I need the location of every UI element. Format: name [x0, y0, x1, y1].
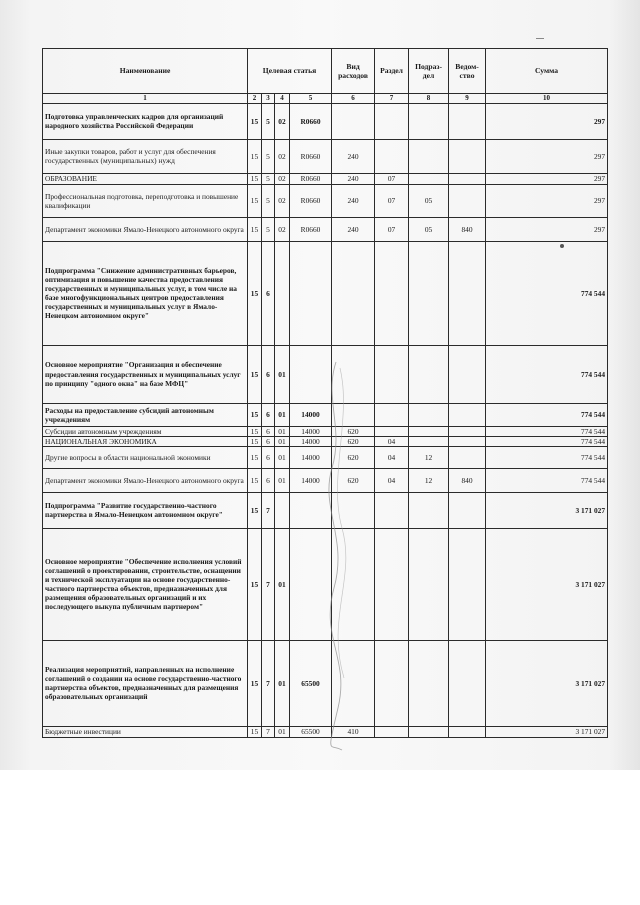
- row-department: [449, 103, 486, 139]
- row-code-4: 02: [275, 139, 290, 173]
- row-section: [375, 139, 409, 173]
- row-code-5: R0660: [290, 217, 332, 241]
- row-code-4: [275, 241, 290, 345]
- row-name: Департамент экономики Ямало-Ненецкого автономного округа: [43, 217, 248, 241]
- row-code-5: 65500: [290, 726, 332, 737]
- header-sum: Сумма: [486, 49, 608, 94]
- row-code-2: 15: [248, 528, 262, 640]
- row-code-5: R0660: [290, 173, 332, 184]
- table-row: [43, 241, 608, 345]
- row-section: 07: [375, 217, 409, 241]
- row-subsection: [409, 103, 449, 139]
- row-expense-type: [332, 241, 375, 345]
- row-section: [375, 345, 409, 403]
- row-code-3: 7: [262, 640, 275, 726]
- row-department: [449, 726, 486, 737]
- pen-scribble-mark: [322, 358, 362, 753]
- row-subsection: [409, 139, 449, 173]
- row-expense-type: 620: [332, 436, 375, 446]
- row-sum: 774 544: [486, 426, 608, 436]
- row-sum: 774 544: [486, 436, 608, 446]
- column-number-row: [43, 94, 608, 104]
- row-sum: 3 171 027: [486, 528, 608, 640]
- row-code-5: 14000: [290, 426, 332, 436]
- row-name: Субсидии автономным учреждениям: [43, 426, 248, 436]
- row-name: Подготовка управленческих кадров для организаций народного хозяйства Российской Федерации: [43, 103, 248, 139]
- row-department: [449, 139, 486, 173]
- row-subsection: [409, 726, 449, 737]
- row-sum: 297: [486, 103, 608, 139]
- row-code-3: 7: [262, 528, 275, 640]
- row-code-5: 14000: [290, 436, 332, 446]
- row-section: [375, 492, 409, 528]
- row-section: [375, 528, 409, 640]
- table-row: [43, 173, 608, 184]
- header-section: Раздел: [375, 49, 409, 94]
- row-department: [449, 492, 486, 528]
- row-code-4: 01: [275, 345, 290, 403]
- row-name: Другие вопросы в области национальной экономики: [43, 446, 248, 468]
- row-department: [449, 446, 486, 468]
- row-sum: 3 171 027: [486, 640, 608, 726]
- row-sum: 774 544: [486, 241, 608, 345]
- row-code-5: 14000: [290, 403, 332, 426]
- row-sum: 297: [486, 184, 608, 217]
- row-department: [449, 426, 486, 436]
- row-code-2: 15: [248, 426, 262, 436]
- row-code-2: 15: [248, 492, 262, 528]
- row-section: 07: [375, 184, 409, 217]
- row-subsection: [409, 345, 449, 403]
- column-number: 9: [449, 94, 486, 104]
- row-code-4: 01: [275, 403, 290, 426]
- column-number: 4: [275, 94, 290, 104]
- header-expense-type: Вид расходов: [332, 49, 375, 94]
- row-expense-type: 240: [332, 217, 375, 241]
- row-code-2: 15: [248, 640, 262, 726]
- row-code-3: 7: [262, 726, 275, 737]
- row-sum: 297: [486, 173, 608, 184]
- row-department: [449, 528, 486, 640]
- row-code-5: R0660: [290, 103, 332, 139]
- row-sum: 3 171 027: [486, 726, 608, 737]
- row-code-4: 01: [275, 468, 290, 492]
- row-code-5: [290, 241, 332, 345]
- row-section: 07: [375, 173, 409, 184]
- row-code-3: 5: [262, 139, 275, 173]
- header-subsection: Подраз-дел: [409, 49, 449, 94]
- row-department: [449, 241, 486, 345]
- row-name: Подпрограмма "Развитие государственно-частного партнерства в Ямало-Ненецком автономном округе": [43, 492, 248, 528]
- row-code-5: R0660: [290, 184, 332, 217]
- row-name: Иные закупки товаров, работ и услуг для обеспечения государственных (муниципальных) нужд: [43, 139, 248, 173]
- row-name: Основное мероприятие "Организация и обеспечение предоставления государственных и муниципальных услуг по принципу "одного окна" на базе МФЦ": [43, 345, 248, 403]
- row-code-5: 14000: [290, 468, 332, 492]
- header-name: Наименование: [43, 49, 248, 94]
- row-subsection: [409, 403, 449, 426]
- column-number: 5: [290, 94, 332, 104]
- column-number: 3: [262, 94, 275, 104]
- row-sum: 297: [486, 139, 608, 173]
- row-section: [375, 103, 409, 139]
- row-section: [375, 403, 409, 426]
- row-department: [449, 345, 486, 403]
- row-sum: 774 544: [486, 345, 608, 403]
- row-name: Департамент экономики Ямало-Ненецкого автономного округа: [43, 468, 248, 492]
- row-department: 840: [449, 217, 486, 241]
- row-subsection: 05: [409, 217, 449, 241]
- row-code-5: 65500: [290, 640, 332, 726]
- row-code-2: 15: [248, 345, 262, 403]
- row-code-2: 15: [248, 403, 262, 426]
- column-number: 1: [43, 94, 248, 104]
- table-row: [43, 217, 608, 241]
- row-code-3: 5: [262, 184, 275, 217]
- row-code-4: 01: [275, 640, 290, 726]
- row-code-2: 15: [248, 241, 262, 345]
- row-name: Бюджетные инвестиции: [43, 726, 248, 737]
- row-code-4: 02: [275, 184, 290, 217]
- row-subsection: 12: [409, 468, 449, 492]
- row-department: [449, 184, 486, 217]
- column-number: 7: [375, 94, 409, 104]
- scan-mark: [536, 38, 544, 39]
- row-code-4: 01: [275, 528, 290, 640]
- row-code-3: 6: [262, 241, 275, 345]
- row-expense-type: 240: [332, 173, 375, 184]
- row-code-2: 15: [248, 103, 262, 139]
- row-code-4: 02: [275, 103, 290, 139]
- row-section: 04: [375, 446, 409, 468]
- row-department: [449, 640, 486, 726]
- row-code-2: 15: [248, 726, 262, 737]
- row-code-3: 6: [262, 426, 275, 436]
- row-subsection: [409, 426, 449, 436]
- row-expense-type: 410: [332, 726, 375, 737]
- row-name: ОБРАЗОВАНИЕ: [43, 173, 248, 184]
- row-expense-type: 620: [332, 446, 375, 468]
- row-section: 04: [375, 468, 409, 492]
- row-name: Основное мероприятие "Обеспечение исполнения условий соглашений о проектировании, строительстве, оснащении и технической эксплуатации на основе государственно-частного партнерства объектов, предназначенных для размещения образовательных организаций и их последующего выкупа публичным партнером": [43, 528, 248, 640]
- row-section: [375, 241, 409, 345]
- row-subsection: [409, 241, 449, 345]
- row-code-4: 01: [275, 446, 290, 468]
- column-number: 2: [248, 94, 262, 104]
- row-code-3: 5: [262, 103, 275, 139]
- row-code-4: 02: [275, 173, 290, 184]
- row-code-3: 6: [262, 403, 275, 426]
- row-code-2: 15: [248, 446, 262, 468]
- row-name: Расходы на предоставление субсидий автономным учреждениям: [43, 403, 248, 426]
- row-subsection: [409, 436, 449, 446]
- row-code-5: R0660: [290, 139, 332, 173]
- row-code-2: 15: [248, 139, 262, 173]
- row-code-2: 15: [248, 184, 262, 217]
- row-code-4: 01: [275, 726, 290, 737]
- row-department: [449, 436, 486, 446]
- row-code-3: 6: [262, 345, 275, 403]
- row-department: 840: [449, 468, 486, 492]
- row-subsection: [409, 528, 449, 640]
- column-number: 8: [409, 94, 449, 104]
- row-subsection: [409, 492, 449, 528]
- row-subsection: 05: [409, 184, 449, 217]
- row-expense-type: [332, 103, 375, 139]
- row-code-3: 6: [262, 446, 275, 468]
- table-row: [43, 103, 608, 139]
- row-department: [449, 173, 486, 184]
- row-expense-type: 620: [332, 468, 375, 492]
- row-subsection: 12: [409, 446, 449, 468]
- row-expense-type: 240: [332, 184, 375, 217]
- row-code-4: 01: [275, 436, 290, 446]
- row-code-4: 01: [275, 426, 290, 436]
- table-row: [43, 184, 608, 217]
- row-name: НАЦИОНАЛЬНАЯ ЭКОНОМИКА: [43, 436, 248, 446]
- row-code-3: 5: [262, 173, 275, 184]
- row-name: Реализация мероприятий, направленных на исполнение соглашений о создании на основе государственно-частного партнерства объектов, предназначенных для размещения образовательных организаций: [43, 640, 248, 726]
- row-name: Профессиональная подготовка, переподготовка и повышение квалификации: [43, 184, 248, 217]
- column-number: 10: [486, 94, 608, 104]
- row-sum: 774 544: [486, 403, 608, 426]
- row-expense-type: 620: [332, 426, 375, 436]
- row-code-2: 15: [248, 217, 262, 241]
- row-expense-type: 240: [332, 139, 375, 173]
- column-number: 6: [332, 94, 375, 104]
- row-code-3: 6: [262, 436, 275, 446]
- row-code-2: 15: [248, 173, 262, 184]
- row-subsection: [409, 640, 449, 726]
- row-section: 04: [375, 436, 409, 446]
- table-row: [43, 139, 608, 173]
- row-section: [375, 640, 409, 726]
- row-section: [375, 726, 409, 737]
- row-sum: 774 544: [486, 446, 608, 468]
- row-code-4: [275, 492, 290, 528]
- row-sum: 774 544: [486, 468, 608, 492]
- header-target-article: Целевая статья: [248, 49, 332, 94]
- row-name: Подпрограмма "Снижение административных барьеров, оптимизация и повышение качества предоставления государственных и муниципальных услуг, в том числе на базе многофункциональных центров предоставления государственных и муниципальных услуг в Ямало-Ненецком автономном округе": [43, 241, 248, 345]
- row-subsection: [409, 173, 449, 184]
- row-code-2: 15: [248, 468, 262, 492]
- row-sum: 3 171 027: [486, 492, 608, 528]
- row-code-4: 02: [275, 217, 290, 241]
- row-code-2: 15: [248, 436, 262, 446]
- row-sum: 297: [486, 217, 608, 241]
- row-code-3: 7: [262, 492, 275, 528]
- row-code-5: 14000: [290, 446, 332, 468]
- row-code-3: 6: [262, 468, 275, 492]
- header-row: [43, 49, 608, 94]
- row-department: [449, 403, 486, 426]
- row-code-3: 5: [262, 217, 275, 241]
- row-section: [375, 426, 409, 436]
- header-department: Ведом-ство: [449, 49, 486, 94]
